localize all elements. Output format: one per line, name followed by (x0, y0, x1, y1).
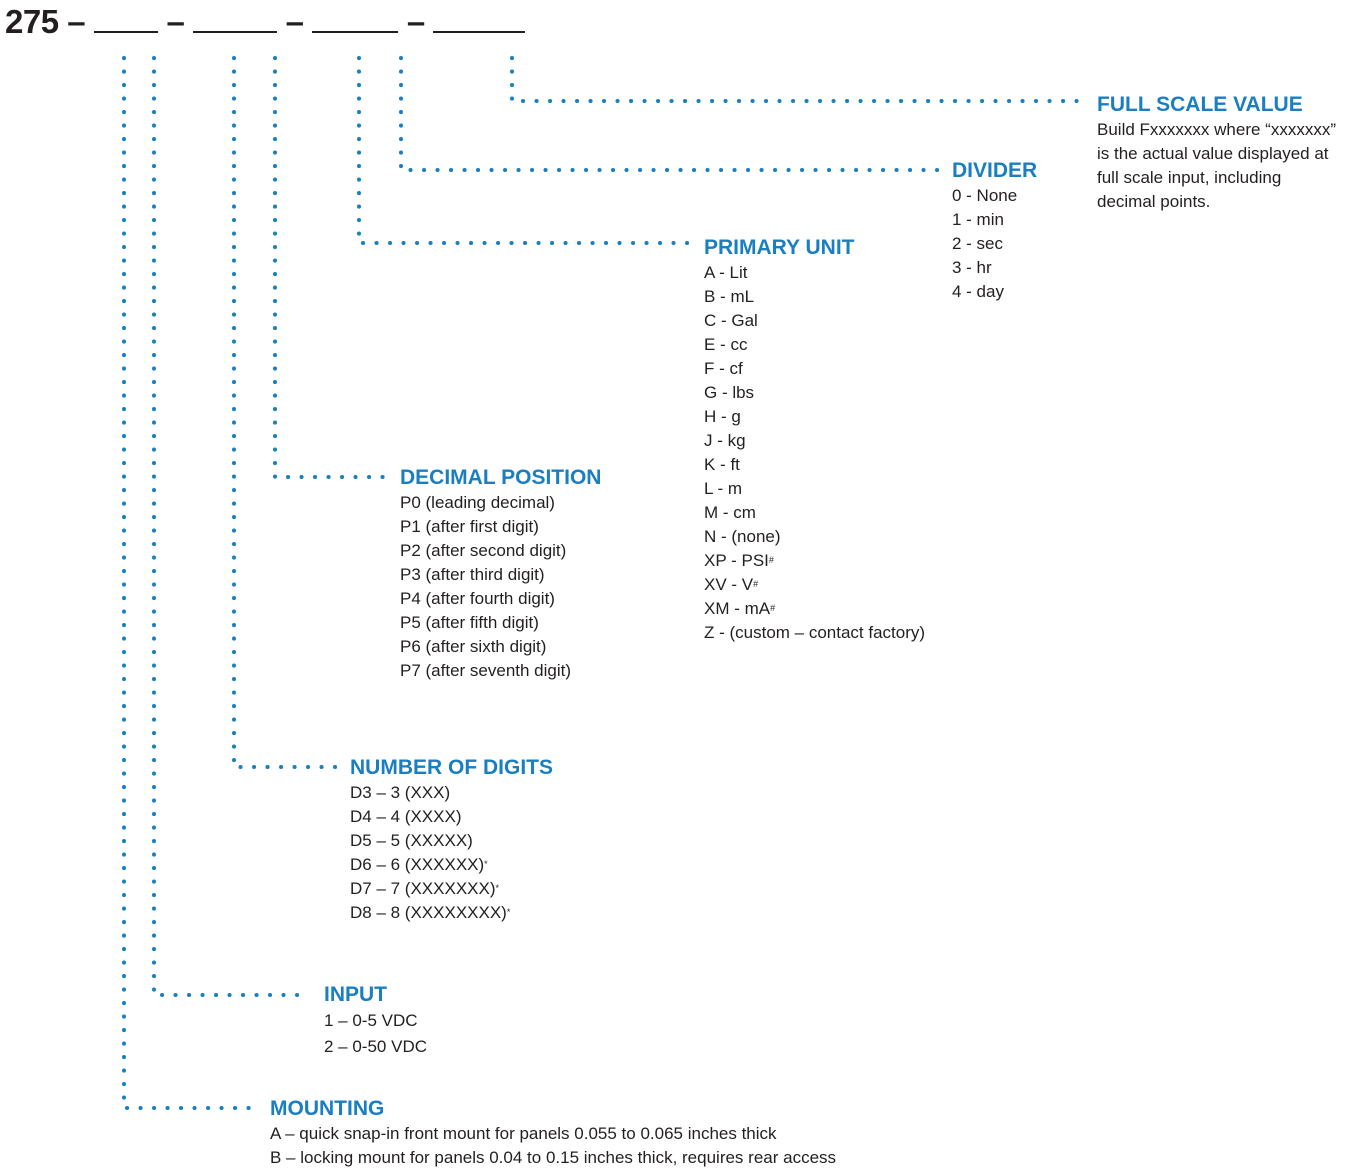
number-of-digits-option: D5 – 5 (XXXXX) (350, 831, 473, 850)
mounting-section (270, 1096, 836, 1170)
divider-option: 0 - None (952, 186, 1018, 205)
leader-divider (401, 58, 938, 170)
leader-mounting (124, 58, 255, 1108)
footnote-mark: # (770, 603, 776, 613)
primary-unit-section (704, 235, 925, 645)
full-scale-value-section (1097, 92, 1337, 214)
leader-number-of-digits (234, 58, 336, 767)
primary-unit-option: H - g (704, 407, 741, 426)
number-of-digits-option: D3 – 3 (XXX) (350, 783, 451, 802)
primary-unit-title: PRIMARY UNIT (704, 236, 855, 259)
primary-unit-option: XP - PSI# (704, 551, 774, 570)
leader-full-scale-value (512, 58, 1084, 101)
primary-unit-option: M - cm (704, 503, 756, 522)
decimal-position-option: P5 (after fifth digit) (400, 613, 539, 632)
divider-title: DIVIDER (952, 159, 1038, 182)
decimal-position-option: P4 (after fourth digit) (400, 589, 555, 608)
number-of-digits-option: D7 – 7 (XXXXXXX)* (350, 879, 500, 898)
input-section (324, 982, 427, 1060)
divider-section (952, 158, 1037, 304)
code-blank-2 (193, 5, 277, 33)
divider-option: 3 - hr (952, 258, 992, 277)
primary-unit-option: K - ft (704, 455, 740, 474)
primary-unit-option: G - lbs (704, 383, 755, 402)
divider-option: 1 - min (952, 210, 1004, 229)
decimal-position-option: P0 (leading decimal) (400, 493, 555, 512)
primary-unit-option: XV - V# (704, 575, 759, 594)
primary-unit-option: E - cc (704, 335, 748, 354)
separator: – (406, 3, 425, 40)
decimal-position-option: P7 (after seventh digit) (400, 661, 572, 680)
mounting-title: MOUNTING (270, 1097, 385, 1120)
full-scale-value-title: FULL SCALE VALUE (1097, 93, 1303, 116)
divider-option: 2 - sec (952, 234, 1004, 253)
input-option: 1 – 0-5 VDC (324, 1011, 418, 1030)
code-blank-4 (433, 5, 525, 33)
code-blank-1 (94, 5, 158, 33)
code-blank-3 (312, 5, 398, 33)
primary-unit-option: XM - mA# (704, 599, 776, 618)
number-of-digits-option: D4 – 4 (XXXX) (350, 807, 462, 826)
leader-input (154, 58, 310, 995)
input-title: INPUT (324, 983, 387, 1006)
decimal-position-option: P6 (after sixth digit) (400, 637, 547, 656)
number-of-digits-section (350, 755, 553, 925)
model-code (5, 2, 525, 42)
primary-unit-option: F - cf (704, 359, 743, 378)
number-of-digits-title: NUMBER OF DIGITS (350, 756, 553, 779)
decimal-position-option: P2 (after second digit) (400, 541, 567, 560)
primary-unit-option: L - m (704, 479, 743, 498)
footnote-mark: * (506, 907, 511, 917)
decimal-position-title: DECIMAL POSITION (400, 466, 602, 489)
decimal-position-option: P1 (after first digit) (400, 517, 539, 536)
divider-option: 4 - day (952, 282, 1004, 301)
mounting-option: A – quick snap-in front mount for panels 0.055 to 0.065 inches thick (270, 1124, 777, 1143)
leader-primary-unit (359, 58, 690, 243)
model-prefix: 275 (5, 3, 59, 40)
footnote-mark: # (768, 555, 774, 565)
footnote-mark: * (484, 859, 488, 869)
number-of-digits-option: D8 – 8 (XXXXXXXX)* (350, 903, 511, 922)
full-scale-value-description: Build Fxxxxxxx where “xxxxxxx” is the actual value displayed at full scale input, including decimal points. (1097, 120, 1336, 211)
decimal-position-option: P3 (after third digit) (400, 565, 545, 584)
leader-decimal-position (275, 58, 386, 477)
separator: – (67, 3, 86, 40)
footnote-mark: # (753, 579, 759, 589)
decimal-position-section (400, 465, 601, 683)
primary-unit-option: B - mL (704, 287, 755, 306)
separator: – (166, 3, 185, 40)
input-option: 2 – 0-50 VDC (324, 1037, 427, 1056)
primary-unit-option: Z - (custom – contact factory) (704, 623, 926, 642)
primary-unit-option: C - Gal (704, 311, 758, 330)
primary-unit-option: N - (none) (704, 527, 781, 546)
number-of-digits-option: D6 – 6 (XXXXXX)* (350, 855, 488, 874)
separator: – (285, 3, 304, 40)
footnote-mark: * (495, 883, 500, 893)
primary-unit-option: A - Lit (704, 263, 748, 282)
mounting-option: B – locking mount for panels 0.04 to 0.15 inches thick, requires rear access (270, 1148, 837, 1167)
primary-unit-option: J - kg (704, 431, 746, 450)
